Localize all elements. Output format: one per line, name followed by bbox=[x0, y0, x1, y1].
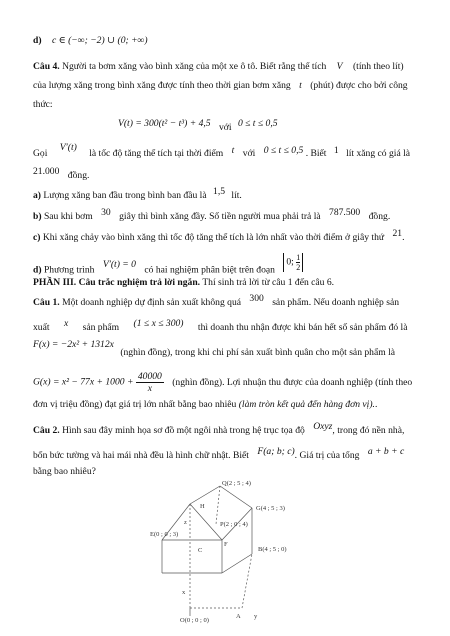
formula-g: G(x) = x² − 77x + 1000 + bbox=[33, 376, 134, 388]
label-a: A bbox=[236, 613, 241, 620]
label-f: F bbox=[224, 541, 228, 548]
interval bbox=[283, 253, 303, 272]
q1-text: (nghìn đồng). Lợi nhuận thu được của doanh nghiệp (tính theo bbox=[172, 376, 413, 388]
q2-text: bốn bức tường và hai mái nhà đều là hình chữ nhật. Biết bbox=[33, 450, 249, 461]
q4-text: . Biết bbox=[305, 148, 327, 159]
formula-cond: 0 ≤ t ≤ 0,5 bbox=[237, 118, 278, 129]
option-value: 21 bbox=[392, 228, 403, 239]
interval-left: 0; bbox=[286, 256, 294, 268]
q4-text: (tính theo lít) bbox=[352, 61, 404, 72]
option-text: Sau khi bơm bbox=[43, 211, 93, 222]
q1-text: (làm tròn kết quả đến hàng đơn vị). bbox=[238, 399, 375, 410]
formula-v: V(t) = 300(t² − t³) + 4,5 bbox=[118, 118, 211, 129]
fraction-num: 40000 bbox=[137, 371, 162, 382]
label-e: E(0 ; 0 ; 3) bbox=[150, 531, 179, 538]
q4-title: Câu 4. bbox=[33, 61, 60, 72]
option-text: đồng. bbox=[368, 211, 391, 222]
edge bbox=[242, 554, 252, 608]
label-c: C bbox=[198, 547, 203, 554]
q4-option-c bbox=[33, 228, 405, 244]
cond: 0 ≤ t ≤ 0,5 bbox=[263, 145, 304, 156]
q1-line1 bbox=[33, 293, 400, 309]
option-text: Phương trình bbox=[43, 264, 95, 276]
var-t: t bbox=[231, 145, 235, 156]
q4-line4 bbox=[33, 142, 411, 160]
edge bbox=[190, 486, 220, 504]
edge bbox=[190, 504, 222, 540]
edge bbox=[220, 486, 252, 508]
label-b: B(4 ; 5 ; 0) bbox=[258, 546, 287, 553]
fraction-den: 2 bbox=[296, 263, 301, 272]
option-d-top bbox=[33, 35, 148, 47]
var-vprime: V′(t) bbox=[59, 142, 77, 153]
var-x: x bbox=[63, 318, 69, 329]
q4-text: của lượng xăng trong bình xăng được tính theo thời gian bơm xăng bbox=[33, 80, 291, 91]
q1-line2 bbox=[33, 318, 408, 334]
option-equation: V′(t) = 0 bbox=[102, 258, 136, 270]
part3-text: Thí sinh trả lời từ câu 1 đến câu 6. bbox=[202, 277, 335, 288]
q2-text: , trong đó nền nhà, bbox=[332, 425, 405, 436]
option-text: Khi xăng chảy vào bình xăng thì tốc độ tăng thể tích là lớn nhất vào thời điểm ở giây thứ bbox=[42, 232, 385, 243]
q4-option-b bbox=[33, 207, 391, 223]
fraction-den: x bbox=[147, 383, 152, 394]
q4-option-a bbox=[33, 186, 242, 202]
option-value: 30 bbox=[101, 207, 111, 218]
q4-line1 bbox=[33, 61, 404, 73]
q1-text: xuất bbox=[33, 322, 50, 333]
coord-system: Oxyz bbox=[313, 421, 333, 432]
q2-line3: bằng bao nhiêu? bbox=[33, 466, 96, 477]
q4-text: Gọi bbox=[33, 148, 48, 159]
q1-cond: (1 ≤ x ≤ 300) bbox=[133, 318, 184, 329]
var-v: V bbox=[336, 61, 343, 72]
option-label: c) bbox=[33, 232, 41, 243]
option-text: Lượng xăng ban đầu trong bình ban đầu là bbox=[43, 190, 207, 201]
q2-text: Hình sau đây minh họa sơ đồ một ngôi nhà trong hệ trục tọa độ bbox=[62, 425, 305, 436]
formula-f: F(x) = −2x² + 1312x bbox=[33, 339, 114, 350]
label-z: z bbox=[184, 519, 187, 526]
fraction bbox=[136, 371, 164, 394]
q4-text: (phút) được cho bởi công bbox=[310, 80, 408, 91]
option-text: . bbox=[402, 232, 405, 243]
q4-text: với bbox=[242, 148, 256, 159]
label-x: x bbox=[182, 589, 186, 596]
q4-text: Người ta bơm xăng vào bình xăng của một xe ô tô. Biết rằng thể tích bbox=[62, 61, 327, 72]
q4-line2 bbox=[33, 80, 408, 92]
option-label: a) bbox=[33, 190, 41, 201]
label-p: P(2 ; 0 ; 4) bbox=[220, 521, 248, 528]
q4-line3: thức: bbox=[33, 99, 53, 110]
sum-expr: a + b + c bbox=[367, 446, 405, 457]
option-text: giây thì bình xăng đầy. Số tiền người mua phải trả là bbox=[119, 211, 321, 222]
fraction bbox=[296, 253, 300, 272]
label-h: H bbox=[200, 503, 205, 510]
var-t: t bbox=[299, 80, 302, 91]
option-text: có hai nghiệm phân biệt trên đoạn bbox=[144, 264, 275, 276]
q1-line4 bbox=[33, 371, 412, 394]
label-g: G(4 ; 5 ; 3) bbox=[256, 505, 285, 512]
option-label: d) bbox=[33, 35, 42, 46]
q2-text: . Giá trị của tổng bbox=[294, 450, 360, 461]
option-value: 1,5 bbox=[213, 186, 226, 197]
q1-text: . bbox=[374, 399, 378, 410]
q2-line1 bbox=[33, 421, 405, 437]
q2-title: Câu 2. bbox=[33, 425, 60, 436]
option-value: 787.500 bbox=[329, 207, 361, 218]
num-one: 1 bbox=[333, 145, 339, 156]
formula-cond-pre: với bbox=[219, 122, 232, 133]
q1-text: sản phẩm. Nếu doanh nghiệp sản bbox=[272, 297, 400, 308]
option-text: lít. bbox=[231, 190, 242, 201]
q1-text: đơn vị triệu đồng) đạt giá trị lớn nhất bằng bao nhiêu bbox=[33, 399, 237, 410]
point-f: F(a; b; c) bbox=[257, 446, 295, 457]
q4-formula bbox=[118, 118, 278, 133]
fraction-num: 1 bbox=[296, 253, 301, 262]
option-formula: c ∈ (−∞; −2) ∪ (0; +∞) bbox=[51, 35, 148, 46]
q1-title: Câu 1. bbox=[33, 297, 60, 308]
label-q: Q(2 ; 5 ; 4) bbox=[222, 480, 251, 487]
edge bbox=[216, 486, 220, 524]
q4-text: đồng. bbox=[67, 170, 90, 181]
q1-text: sản phẩm bbox=[82, 322, 120, 333]
q1-value: 300 bbox=[249, 293, 264, 304]
q4-text: là tốc độ tăng thể tích tại thời điểm bbox=[89, 148, 224, 159]
option-label: b) bbox=[33, 211, 42, 222]
label-y: y bbox=[254, 613, 258, 620]
q1-text: thì doanh thu nhận được khi bán hết số sản phẩm đó là bbox=[197, 322, 408, 333]
q4-text: lít xăng có giá là bbox=[346, 148, 411, 159]
edge bbox=[222, 554, 252, 573]
label-o: O(0 ; 0 ; 0) bbox=[180, 617, 209, 624]
q1-line5 bbox=[33, 399, 377, 411]
q1-text: (nghìn đồng), trong khi chi phí sản xuất bình quân cho một sản phẩm là bbox=[120, 347, 396, 358]
q1-text: Một doanh nghiệp dự định sản xuất không quá bbox=[62, 297, 241, 308]
house-diagram bbox=[150, 476, 300, 626]
q1-line3 bbox=[33, 339, 396, 358]
part3-heading bbox=[33, 277, 334, 289]
option-label: d) bbox=[33, 264, 42, 276]
q2-line2 bbox=[33, 446, 405, 462]
price: 21.000 bbox=[33, 166, 60, 177]
q4-line5 bbox=[33, 166, 90, 181]
part3-title: PHẦN III. Câu trắc nghiệm trả lời ngắn. bbox=[33, 277, 201, 288]
